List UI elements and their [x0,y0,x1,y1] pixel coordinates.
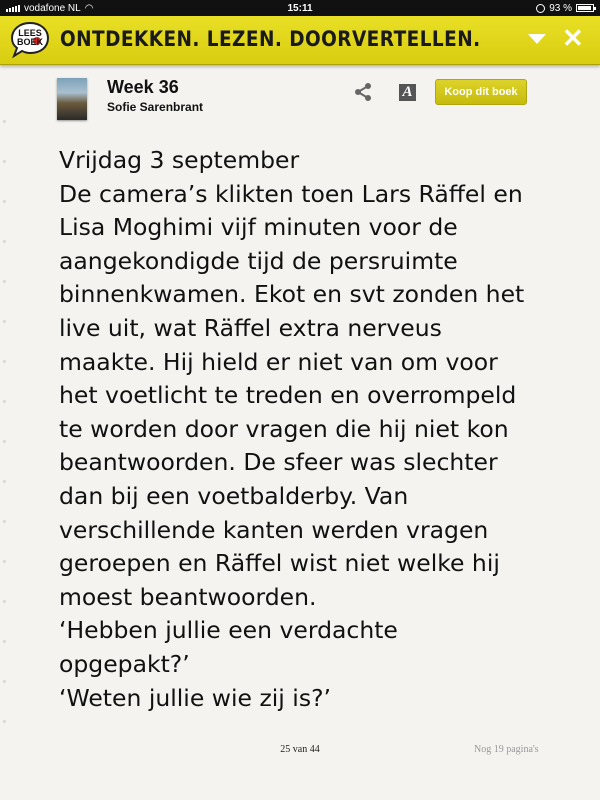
reading-line: te worden door vragen die hij niet kon [59,414,509,443]
spine-dot [3,200,6,203]
battery-fill [578,6,591,10]
buy-book-button[interactable]: Koop dit boek [435,79,527,105]
status-bar-left [6,3,93,14]
wifi-icon: ◠ [84,2,94,14]
spine-dot [3,560,6,563]
book-title: Week 36 [107,77,179,97]
reading-line: De camera’s klikten toen Lars Räffel en [59,179,523,208]
page-spine-decoration [3,120,7,760]
spine-dot [3,240,6,243]
reading-line: maakte. Hij hield er niet van om voor [59,347,498,376]
reading-line: Lisa Moghimi vijf minuten voor de [59,213,458,242]
spine-dot [3,160,6,163]
spine-dot [3,480,6,483]
share-icon[interactable] [353,82,373,102]
spine-dot [3,680,6,683]
spine-dot [3,720,6,723]
reading-line: ‘Weten jullie wie zij is?’ [59,683,332,712]
font-settings-icon[interactable]: A [399,84,416,101]
logo-text: LEES BOEK [16,28,43,47]
reading-line: ‘Hebben jullie een verdachte [59,616,398,645]
page-counter: 25 van 44 [280,744,320,755]
spine-dot [3,120,6,123]
spine-dot [3,400,6,403]
close-icon[interactable]: ✕ [562,23,584,53]
reading-line: binnenkwamen. Ekot en svt zonden het [59,280,525,309]
lees-boek-logo[interactable] [10,21,50,59]
spine-dot [3,520,6,523]
carrier-name: vodafone NL [24,2,81,14]
status-bar [0,0,600,16]
spine-dot [3,280,6,283]
app-tagline: ONTDEKKEN. LEZEN. DOORVERTELLEN. [60,27,481,51]
reading-line: het voetlicht te treden en overrompeld [59,381,517,410]
spine-dot [3,440,6,443]
reading-line: verschillende kanten werden vragen [59,515,489,544]
orientation-lock-icon [536,4,545,13]
reading-line: moest beantwoorden. [59,582,317,611]
reading-line: aangekondigde tijd de persruimte [59,246,458,275]
spine-dot [3,360,6,363]
spine-dot [3,320,6,323]
battery-icon [576,4,594,12]
clock: 15:11 [287,2,313,14]
reading-line: beantwoorden. De sfeer was slechter [59,448,498,477]
reading-line: Vrijdag 3 september [59,146,300,174]
spine-dot [3,640,6,643]
reading-line: live uit, wat Räffel extra nerveus [59,313,442,342]
battery-percentage: 93 % [549,2,572,14]
book-author: Sofie Sarenbrant [107,100,204,114]
reading-line: dan bij een voetbalderby. Van [59,481,409,510]
reading-text [59,144,569,715]
app-header [0,16,600,65]
book-cover-thumbnail[interactable] [57,78,87,120]
signal-strength-icon [6,4,20,12]
triangle-down-icon[interactable] [528,34,546,44]
status-bar-right [536,3,594,14]
spine-dot [3,600,6,603]
reading-line: geroepen en Räffel wist niet welke hij [59,549,500,578]
pages-remaining: Nog 19 pagina's [474,744,539,755]
reading-line: opgepakt?’ [59,649,190,678]
